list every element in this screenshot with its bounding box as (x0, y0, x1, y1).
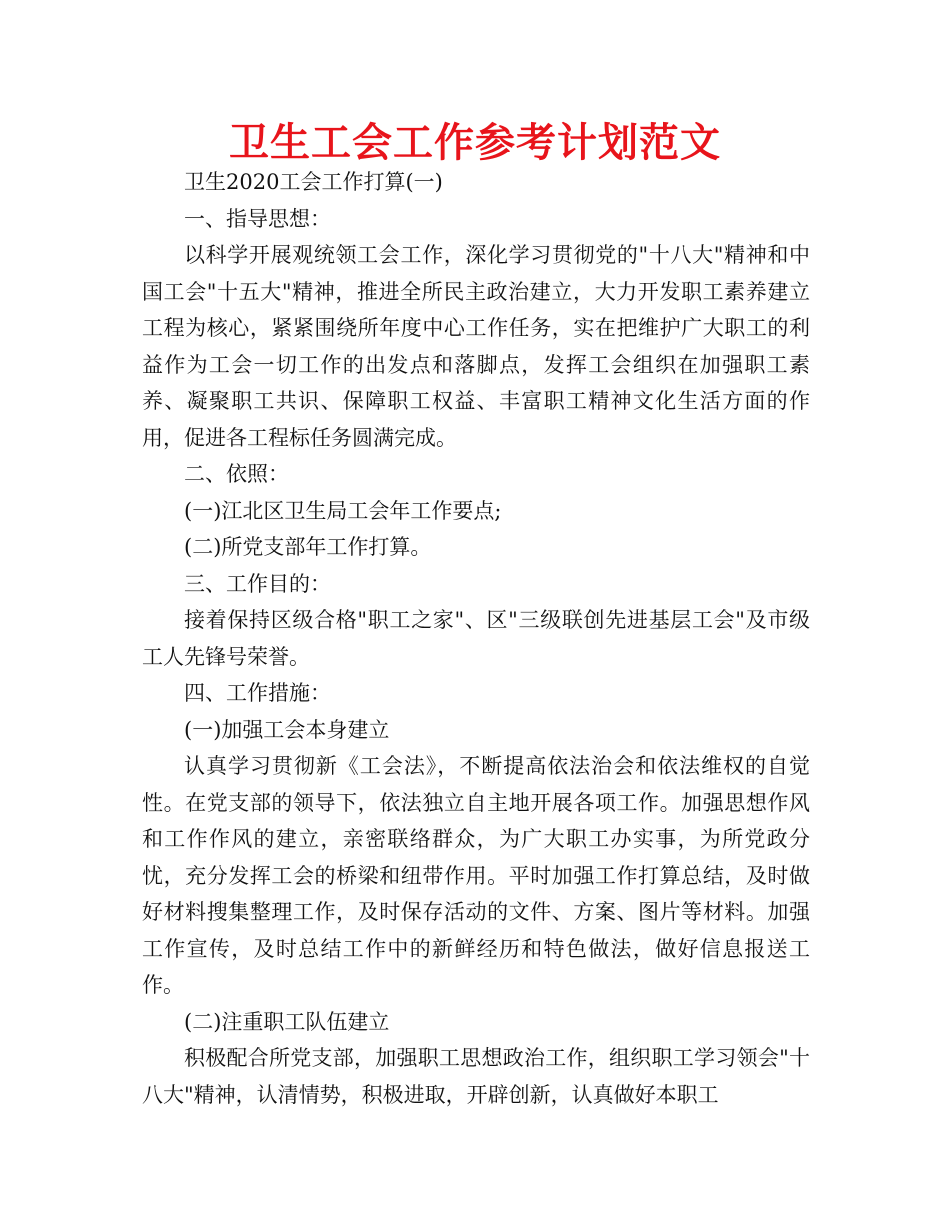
paragraph-staff-building: 积极配合所党支部，加强职工思想政治工作，组织职工学习领会"十八大"精神，认清情势，积极进取，开辟创新，认真做好本职工 (142, 1046, 810, 1107)
document-body (142, 164, 810, 1113)
section-heading-goals: 三、工作目的： (184, 571, 331, 596)
section-heading-guiding-thought: 一、指导思想： (184, 206, 331, 231)
list-item-basis-2: (二)所党支部年工作打算。 (184, 535, 432, 559)
document-title: 卫生工会工作参考计划范文 (229, 120, 721, 166)
paragraph-guiding-thought: 以科学开展观统领工会工作，深化学习贯彻党的"十八大"精神和中国工会"十五大"精神，推进全所民主政治建立，大力开发职工素养建立工程为核心，紧紧围绕所年度中心工作任务，实在把维护广大职工的利益作为工会一切工作的出发点和落脚点，发挥工会组织在加强职工素养、凝聚职工共识、保障职工权益、丰富职工精神文化生活方面的作用，促进各工程标任务圆满完成。 (142, 243, 810, 450)
list-item-basis-1: (一)江北区卫生局工会年工作要点; (184, 498, 502, 523)
subheading-staff-building: (二)注重职工队伍建立 (184, 1009, 390, 1034)
paragraph-union-building: 认真学习贯彻新《工会法》，不断提高依法治会和依法维权的自觉性。在党支部的领导下，依法独立自主地开展各项工作。加强思想作风和工作作风的建立，亲密联络群众，为广大职工办实事，为所党政分忧，充分发挥工会的桥梁和纽带作用。平时加强工作打算总结，及时做好材料搜集整理工作，及时保存活动的文件、方案、图片等材料。加强工作宣传，及时总结工作中的新鲜经历和特色做法，做好信息报送工作。 (142, 754, 810, 997)
subtitle-paragraph: 卫生2020工会工作打算(一) (184, 170, 443, 194)
paragraph-goals: 接着保持区级合格"职工之家"、区"三级联创先进基层工会"及市级工人先锋号荣誉。 (142, 608, 810, 669)
section-heading-basis: 二、依照： (184, 462, 289, 486)
section-heading-measures: 四、工作措施： (184, 681, 331, 705)
subheading-union-building: (一)加强工会本身建立 (184, 717, 390, 742)
